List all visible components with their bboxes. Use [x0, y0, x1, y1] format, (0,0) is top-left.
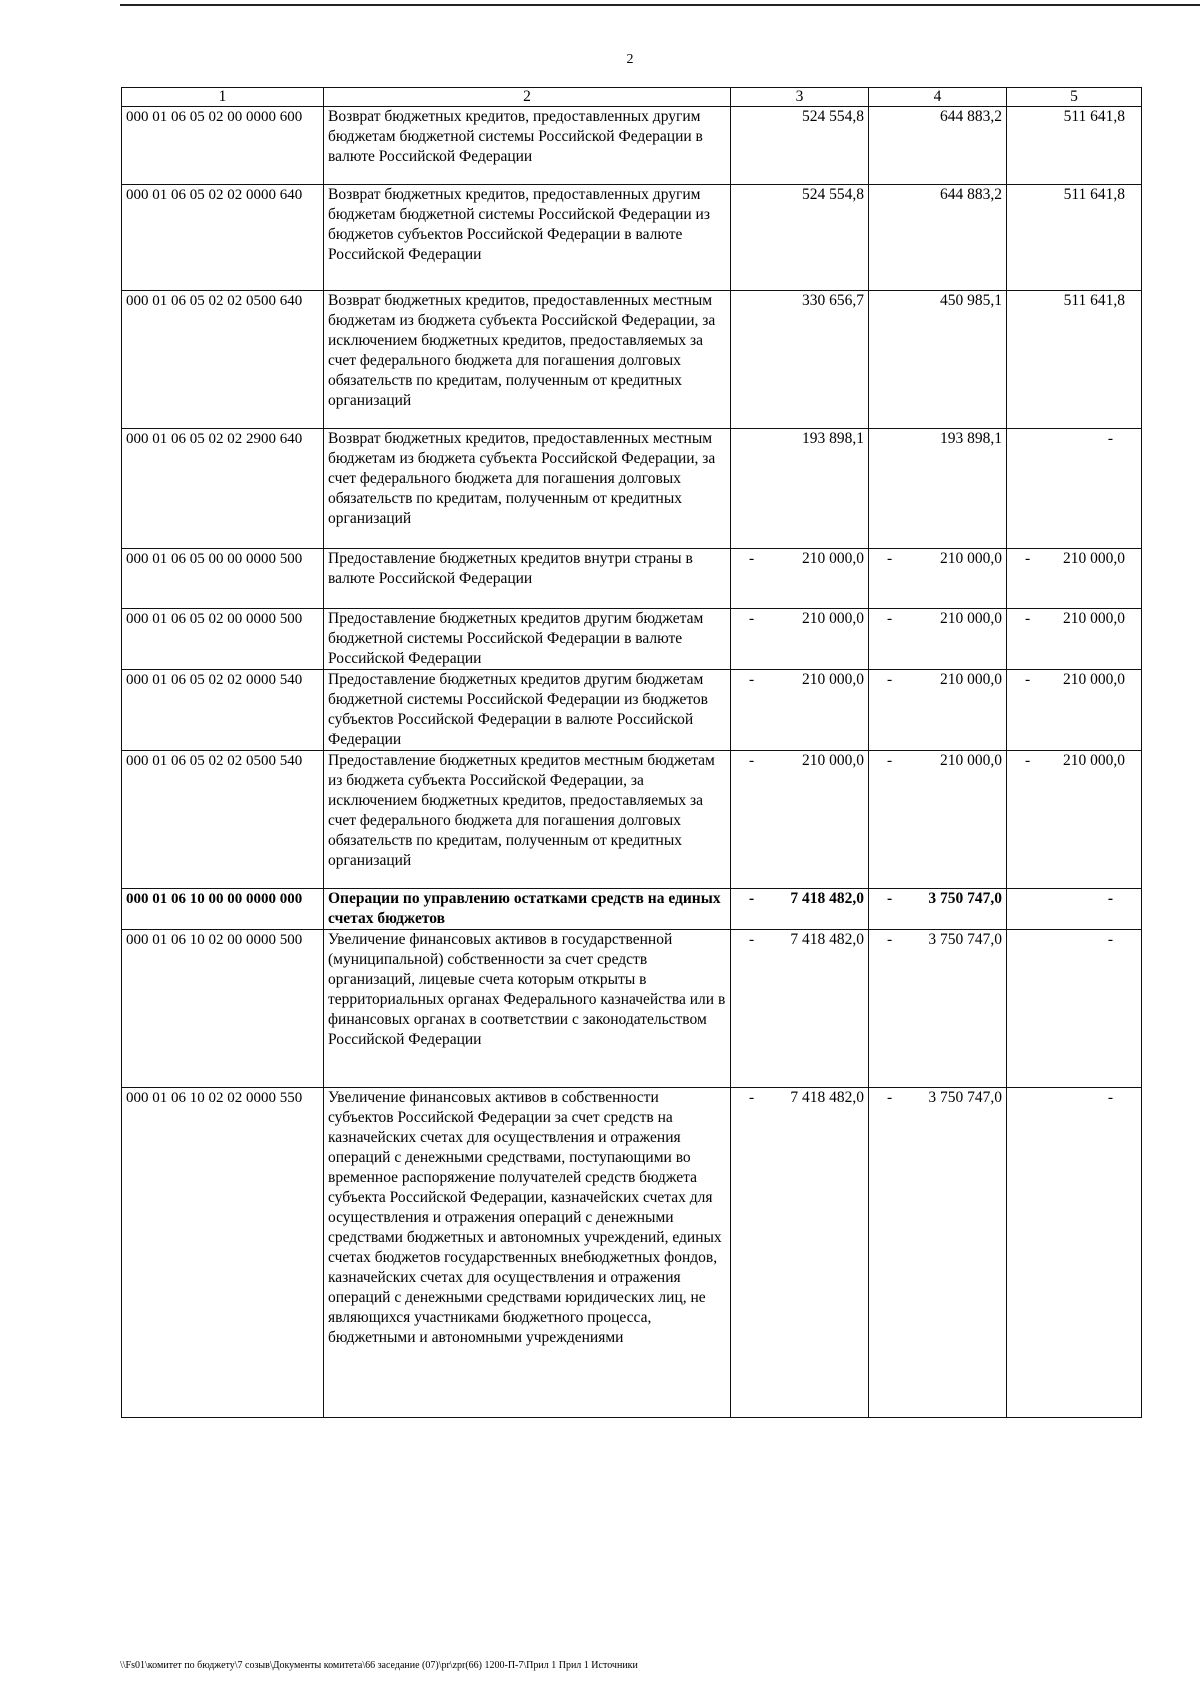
- amount-cell-col4: [869, 609, 1007, 670]
- amount-cell-col5: [1007, 670, 1142, 751]
- source-name-cell: Увеличение финансовых активов в собственности субъектов Российской Федерации за счет средств на казначейских счетах для осуществления и отражения операций с денежными средствами, поступающими во временное распоряжение получателей средств бюджета субъекта Российской Федерации, казначейских счетах для осуществления и отражения операций с денежными средствами бюджетных и автономных учреждений, единых счетах бюджетов государственных внебюджетных фондов, казначейских счетах для осуществления и отражения операций с денежными средствами юридических лиц, не являющихся участниками бюджетного процесса, бюджетными и автономными учреждениями: [324, 1088, 731, 1418]
- amount-value: -: [1107, 430, 1113, 447]
- table-row: [122, 751, 1142, 889]
- table-header-row: [122, 88, 1142, 107]
- source-name-cell: Операции по управлению остатками средств на единых счетах бюджетов: [324, 889, 731, 930]
- amount-value: 193 898,1: [802, 430, 864, 447]
- amount-cell-col4: [869, 670, 1007, 751]
- negative-sign: -: [749, 1089, 755, 1106]
- budget-code-cell: 000 01 06 10 02 02 0000 550: [122, 1088, 324, 1418]
- amount-value: -: [1107, 1089, 1113, 1106]
- budget-code-cell: 000 01 06 05 02 02 0000 640: [122, 185, 324, 291]
- amount-cell-col4: [869, 107, 1007, 185]
- negative-sign: -: [887, 610, 893, 627]
- column-header-3: 3: [731, 88, 869, 107]
- negative-sign: -: [749, 890, 755, 907]
- amount-value: 3 750 747,0: [928, 1089, 1002, 1106]
- amount-cell-col3: [731, 291, 869, 429]
- negative-sign: -: [749, 752, 755, 769]
- amount-cell-col5: [1007, 549, 1142, 609]
- amount-value: 7 418 482,0: [790, 1089, 864, 1106]
- negative-sign: -: [749, 550, 755, 567]
- amount-cell-col5: [1007, 107, 1142, 185]
- negative-sign: -: [749, 671, 755, 688]
- table-row: [122, 185, 1142, 291]
- amount-value: 3 750 747,0: [928, 931, 1002, 948]
- amount-cell-col3: [731, 1088, 869, 1418]
- amount-value: 7 418 482,0: [790, 890, 864, 907]
- amount-cell-col5: [1007, 185, 1142, 291]
- table-row: [122, 429, 1142, 549]
- amount-cell-col3: [731, 429, 869, 549]
- source-name-cell: Возврат бюджетных кредитов, предоставленных другим бюджетам бюджетной системы Российской Федерации в валюте Российской Федерации: [324, 107, 731, 185]
- negative-sign: -: [887, 671, 893, 688]
- negative-sign: -: [887, 890, 893, 907]
- amount-cell-col5: [1007, 751, 1142, 889]
- source-name-cell: Предоставление бюджетных кредитов местным бюджетам из бюджета субъекта Российской Федерации, за исключением бюджетных кредитов, предоставляемых за счет федерального бюджета для погашения долговых обязательств по кредитам, полученным от кредитных организаций: [324, 751, 731, 889]
- column-header-5: 5: [1007, 88, 1142, 107]
- amount-value: -: [1107, 931, 1113, 948]
- amount-cell-col3: [731, 889, 869, 930]
- table-row: [122, 889, 1142, 930]
- amount-value: 7 418 482,0: [790, 931, 864, 948]
- budget-code-cell: 000 01 06 10 00 00 0000 000: [122, 889, 324, 930]
- amount-value: 524 554,8: [802, 186, 864, 203]
- amount-value: 210 000,0: [802, 610, 864, 627]
- page-number: 2: [626, 52, 634, 67]
- budget-code-cell: 000 01 06 05 02 02 2900 640: [122, 429, 324, 549]
- table-row: [122, 930, 1142, 1088]
- amount-value: 210 000,0: [1063, 752, 1125, 769]
- amount-value: 644 883,2: [940, 186, 1002, 203]
- amount-cell-col3: [731, 930, 869, 1088]
- amount-cell-col4: [869, 291, 1007, 429]
- amount-value: 644 883,2: [940, 108, 1002, 125]
- amount-cell-col5: [1007, 429, 1142, 549]
- amount-value: 210 000,0: [940, 671, 1002, 688]
- amount-cell-col4: [869, 930, 1007, 1088]
- negative-sign: -: [1025, 610, 1031, 627]
- negative-sign: -: [1025, 752, 1031, 769]
- table-row: [122, 670, 1142, 751]
- amount-value: 193 898,1: [940, 430, 1002, 447]
- amount-cell-col4: [869, 185, 1007, 291]
- source-name-cell: Предоставление бюджетных кредитов другим бюджетам бюджетной системы Российской Федерации из бюджетов субъектов Российской Федерации в валюте Российской Федерации: [324, 670, 731, 751]
- column-header-4: 4: [869, 88, 1007, 107]
- source-name-cell: Возврат бюджетных кредитов, предоставленных местным бюджетам из бюджета субъекта Российской Федерации, за исключением бюджетных кредитов, предоставляемых за счет федерального бюджета для погашения долговых обязательств по кредитам, полученным от кредитных организаций: [324, 291, 731, 429]
- amount-value: 210 000,0: [1063, 671, 1125, 688]
- budget-code-cell: 000 01 06 05 02 02 0500 640: [122, 291, 324, 429]
- negative-sign: -: [887, 550, 893, 567]
- amount-value: 450 985,1: [940, 292, 1002, 309]
- amount-value: 210 000,0: [940, 752, 1002, 769]
- amount-cell-col4: [869, 889, 1007, 930]
- amount-cell-col5: [1007, 291, 1142, 429]
- source-name-cell: Увеличение финансовых активов в государственной (муниципальной) собственности за счет средств организаций, лицевые счета которым открыты в территориальных органах Федерального казначейства или в финансовых органах в соответствии с законодательством Российской Федерации: [324, 930, 731, 1088]
- column-header-2: 2: [324, 88, 731, 107]
- amount-cell-col5: [1007, 930, 1142, 1088]
- amount-value: 511 641,8: [1063, 108, 1125, 125]
- table-row: [122, 291, 1142, 429]
- negative-sign: -: [1025, 550, 1031, 567]
- budget-code-cell: 000 01 06 05 02 02 0000 540: [122, 670, 324, 751]
- amount-cell-col5: [1007, 889, 1142, 930]
- amount-cell-col4: [869, 429, 1007, 549]
- amount-cell-col4: [869, 1088, 1007, 1418]
- amount-value: 330 656,7: [802, 292, 864, 309]
- negative-sign: -: [749, 610, 755, 627]
- amount-cell-col5: [1007, 1088, 1142, 1418]
- negative-sign: -: [1025, 671, 1031, 688]
- amount-cell-col5: [1007, 609, 1142, 670]
- amount-cell-col3: [731, 549, 869, 609]
- negative-sign: -: [887, 931, 893, 948]
- amount-cell-col3: [731, 670, 869, 751]
- amount-value: 511 641,8: [1063, 186, 1125, 203]
- amount-cell-col4: [869, 751, 1007, 889]
- negative-sign: -: [887, 1089, 893, 1106]
- amount-value: 524 554,8: [802, 108, 864, 125]
- budget-code-cell: 000 01 06 10 02 00 0000 500: [122, 930, 324, 1088]
- amount-value: 210 000,0: [802, 752, 864, 769]
- table-row: [122, 1088, 1142, 1418]
- source-name-cell: Возврат бюджетных кредитов, предоставленных другим бюджетам бюджетной системы Российской Федерации из бюджетов субъектов Российской Федерации в валюте Российской Федерации: [324, 185, 731, 291]
- amount-value: 210 000,0: [940, 550, 1002, 567]
- source-name-cell: Предоставление бюджетных кредитов другим бюджетам бюджетной системы Российской Федерации в валюте Российской Федерации: [324, 609, 731, 670]
- table-row: [122, 609, 1142, 670]
- amount-cell-col4: [869, 549, 1007, 609]
- amount-value: -: [1107, 890, 1113, 907]
- budget-code-cell: 000 01 06 05 00 00 0000 500: [122, 549, 324, 609]
- amount-value: 210 000,0: [1063, 610, 1125, 627]
- table-row: [122, 107, 1142, 185]
- scan-top-border: [120, 4, 1200, 6]
- source-name-cell: Возврат бюджетных кредитов, предоставленных местным бюджетам из бюджета субъекта Российской Федерации, за счет федерального бюджета для погашения долговых обязательств по кредитам, полученным от кредитных организаций: [324, 429, 731, 549]
- table-row: [122, 549, 1142, 609]
- source-name-cell: Предоставление бюджетных кредитов внутри страны в валюте Российской Федерации: [324, 549, 731, 609]
- amount-cell-col3: [731, 609, 869, 670]
- amount-value: 210 000,0: [802, 671, 864, 688]
- column-header-1: 1: [122, 88, 324, 107]
- budget-sources-table: [121, 87, 1142, 1418]
- budget-code-cell: 000 01 06 05 02 02 0500 540: [122, 751, 324, 889]
- footer-file-path: \\Fs01\комитет по бюджету\7 созыв\Документы комитета\66 заседание (07)\pr\zpr(66) 1200-П-7\Прил 1 Прил 1 Источники: [120, 1660, 638, 1671]
- amount-value: 210 000,0: [802, 550, 864, 567]
- budget-code-cell: 000 01 06 05 02 00 0000 500: [122, 609, 324, 670]
- negative-sign: -: [887, 752, 893, 769]
- amount-value: 210 000,0: [940, 610, 1002, 627]
- amount-value: 210 000,0: [1063, 550, 1125, 567]
- amount-cell-col3: [731, 751, 869, 889]
- amount-value: 511 641,8: [1063, 292, 1125, 309]
- table-body: [122, 107, 1142, 1418]
- amount-cell-col3: [731, 107, 869, 185]
- negative-sign: -: [749, 931, 755, 948]
- amount-cell-col3: [731, 185, 869, 291]
- amount-value: 3 750 747,0: [928, 890, 1002, 907]
- budget-code-cell: 000 01 06 05 02 00 0000 600: [122, 107, 324, 185]
